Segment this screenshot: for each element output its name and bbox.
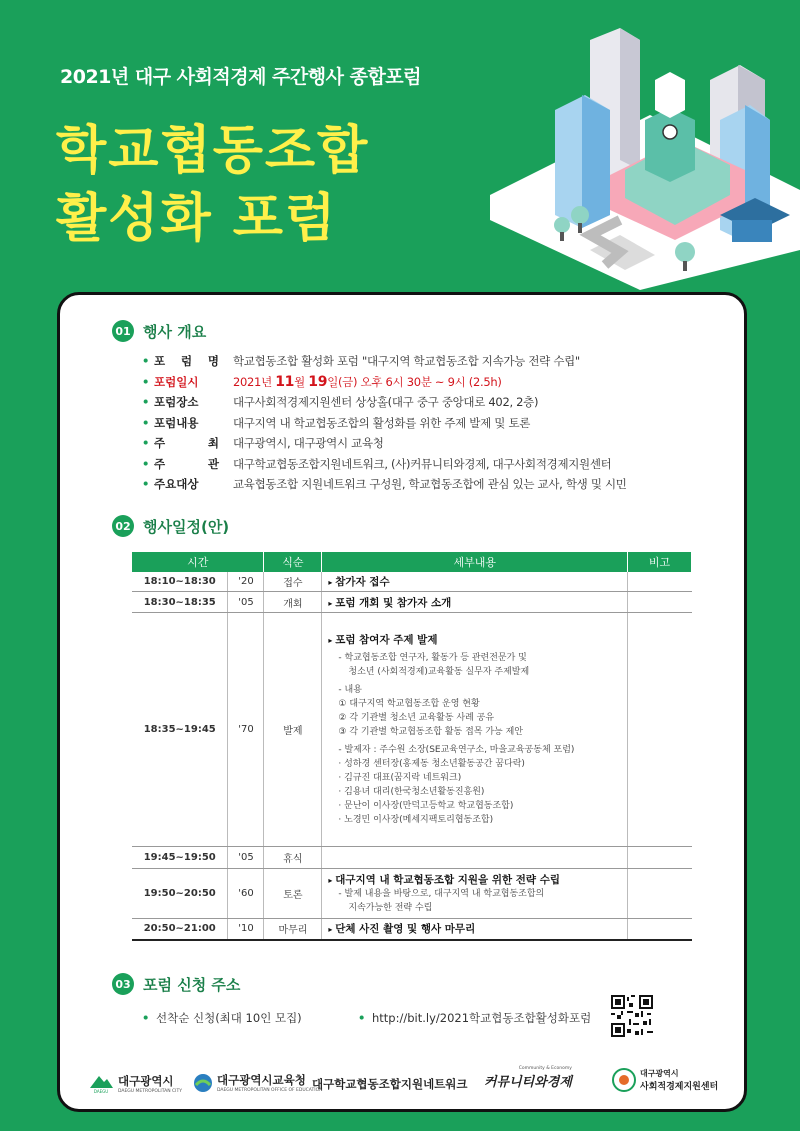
- overview-title: 행사 개요: [143, 322, 207, 341]
- schedule-heading: [112, 515, 229, 537]
- col-order: 식순: [264, 552, 322, 572]
- note-cell: [628, 592, 692, 613]
- table-header: [132, 552, 692, 572]
- overview-row-target: • 주요대상 교육협동조합 지원네트워크 구성원, 학교협동조합에 관심 있는 교사, 학생 및 시민: [142, 477, 627, 491]
- overview-row-host: • 주 최 대구광역시, 대구광역시 교육청: [142, 436, 384, 450]
- detail-cell: ▸ 포럼 참여자 주제 발제 - 학교협동조합 연구자, 활동가 등 관련전문가 및 청소년 (사회적경제)교육활동 실무자 주제발제 - 내용 ① 대구지역 학교협동조합 운영 현황 ② 각 기관별 청소년 교육활동 사례 공유 ③ 각 기관별 학교협동조합 활동 접목 가능 제안 - 발제자 : 주수원 소장(SE교육연구소, 마을교육공동체 포럼) · 성하경 센터장(홍제동 청소년활동공간 꿈다락) · 김규진 대표(꿈지락 네트워크) · 김용녀 대리(한국청소년활동진흥원) · 문난이 이사장(만덕고등학교 학교협동조합) · 노경민 이사장(메세지팩토리협동조합): [322, 613, 628, 847]
- row-value: 대구광역시, 대구광역시 교육청: [233, 436, 384, 450]
- qr-code-icon[interactable]: [611, 995, 653, 1037]
- time-cell: 19:50~20:50: [132, 869, 228, 919]
- time-cell: 19:45~19:50: [132, 847, 228, 869]
- kind-cell: 발제: [264, 613, 322, 847]
- table-row: [132, 613, 692, 847]
- education-office-mark-icon: [193, 1073, 213, 1093]
- note-cell: [628, 572, 692, 592]
- note-cell: [628, 919, 692, 940]
- overview-row-organizer: • 주 관 대구학교협동조합지원네트워크, (사)커뮤니티와경제, 대구사회적경제지원센터: [142, 456, 612, 471]
- row-label: 포럼내용: [154, 415, 199, 430]
- row-value: 대구학교협동조합지원네트워크, (사)커뮤니티와경제, 대구사회적경제지원센터: [233, 456, 612, 471]
- kind-cell: 접수: [264, 572, 322, 592]
- logo-community-economy: Community & Economy 커뮤니티와경제: [484, 1066, 572, 1090]
- event-subtitle: 2021년 대구 사회적경제 주간행사 종합포럼: [60, 66, 422, 88]
- row-label: 포럼일시: [154, 374, 199, 389]
- note-cell: [628, 869, 692, 919]
- row-label: 주 관: [154, 456, 219, 471]
- duration-cell: '10: [228, 919, 264, 940]
- overview-row-content: • 포럼내용 대구지역 내 학교협동조합의 활성화를 위한 주제 발제 및 토론: [142, 415, 531, 430]
- logo-school-coop-network: 대구학교협동조합지원네트워크: [312, 1077, 468, 1091]
- social-economy-center-mark-icon: [612, 1068, 636, 1092]
- time-cell: 18:10~18:30: [132, 572, 228, 592]
- apply-title: 포럼 신청 주소: [143, 975, 241, 994]
- note-cell: [628, 847, 692, 869]
- section-number-2: 02: [112, 515, 134, 537]
- row-label: 포럼장소: [154, 395, 199, 409]
- logo-daegu-city: DAEGU 대구광역시 DAEGU METROPOLITAN CITY: [88, 1072, 182, 1094]
- detail-cell: [322, 847, 628, 869]
- col-detail: 세부내용: [322, 552, 628, 572]
- col-time: 시간: [132, 552, 264, 572]
- time-cell: 20:50~21:00: [132, 919, 228, 940]
- logo-daegu-education: 대구광역시교육청 DAEGU METROPOLITAN OFFICE OF EDUCATION: [193, 1072, 323, 1093]
- row-label: 주요대상: [154, 477, 199, 491]
- kind-cell: 개회: [264, 592, 322, 613]
- school-buildings-illustration: [470, 20, 800, 290]
- kind-cell: 휴식: [264, 847, 322, 869]
- section-number-1: 01: [112, 320, 134, 342]
- kind-cell: 토론: [264, 869, 322, 919]
- time-cell: 18:30~18:35: [132, 592, 228, 613]
- note-cell: [628, 613, 692, 847]
- overview-row-place: • 포럼장소 대구사회적경제지원센터 상상홀(대구 중구 중앙대로 402, 2층): [142, 395, 539, 409]
- duration-cell: '05: [228, 592, 264, 613]
- apply-item-first-come: • 선착순 신청(최대 10인 모집): [142, 1011, 302, 1025]
- col-note: 비고: [628, 552, 692, 572]
- table-row: [132, 592, 692, 613]
- row-label: 포 럼 명: [154, 354, 219, 368]
- overview-row-name: • 포 럼 명 학교협동조합 활성화 포럼 "대구지역 학교협동조합 지속가능 전략 수립": [142, 354, 580, 368]
- apply-heading: [112, 973, 240, 995]
- section-number-3: 03: [112, 973, 134, 995]
- logo-social-economy-center: 대구광역시 사회적경제지원센터: [612, 1068, 718, 1092]
- apply-link[interactable]: • http://bit.ly/2021학교협동조합활성화포럼: [358, 1011, 592, 1025]
- table-row: [132, 919, 692, 940]
- duration-cell: '60: [228, 869, 264, 919]
- title-line-1: 학교협동조합: [56, 121, 370, 181]
- duration-cell: '05: [228, 847, 264, 869]
- kind-cell: 마무리: [264, 919, 322, 940]
- detail-cell: ▸ 대구지역 내 학교협동조합 지원을 위한 전략 수립 - 발제 내용을 바탕으로, 대구지역 내 학교협동조합의 지속가능한 전략 수립: [322, 869, 628, 919]
- row-label: 주 최: [154, 436, 219, 450]
- table-row: [132, 847, 692, 869]
- schedule-title: 행사일정(안): [143, 517, 230, 536]
- svg-text:DAEGU: DAEGU: [93, 1089, 109, 1094]
- duration-cell: '20: [228, 572, 264, 592]
- row-value: 교육협동조합 지원네트워크 구성원, 학교협동조합에 관심 있는 교사, 학생 및 시민: [233, 477, 627, 491]
- duration-cell: '70: [228, 613, 264, 847]
- title-line-2: 활성화 포럼: [56, 189, 338, 249]
- schedule-table: [132, 552, 692, 941]
- header: [0, 0, 800, 300]
- overview-list: [142, 353, 732, 497]
- detail-cell: ▸ 포럼 개회 및 참가자 소개: [322, 592, 628, 613]
- row-value-date: 2021년 11월 19일(금) 오후 6시 30분 ~ 9시 (2.5h): [233, 373, 502, 390]
- content-card: [57, 292, 747, 1112]
- row-value: 대구사회적경제지원센터 상상홀(대구 중구 중앙대로 402, 2층): [233, 395, 539, 409]
- row-value: 학교협동조합 활성화 포럼 "대구지역 학교협동조합 지속가능 전략 수립": [233, 354, 580, 368]
- daegu-city-mark-icon: [88, 1072, 114, 1094]
- overview-row-date: • 포럼일시 2021년 11월 19일(금) 오후 6시 30분 ~ 9시 (2.5h): [142, 373, 502, 390]
- table-row: [132, 572, 692, 592]
- table-row: [132, 869, 692, 919]
- footer-logos: [0, 1060, 800, 1110]
- row-value: 대구지역 내 학교협동조합의 활성화를 위한 주제 발제 및 토론: [233, 415, 531, 430]
- detail-cell: ▸ 참가자 접수: [322, 572, 628, 592]
- overview-heading: [112, 320, 206, 342]
- time-cell: 18:35~19:45: [132, 613, 228, 847]
- detail-cell: ▸ 단체 사진 촬영 및 행사 마무리: [322, 919, 628, 940]
